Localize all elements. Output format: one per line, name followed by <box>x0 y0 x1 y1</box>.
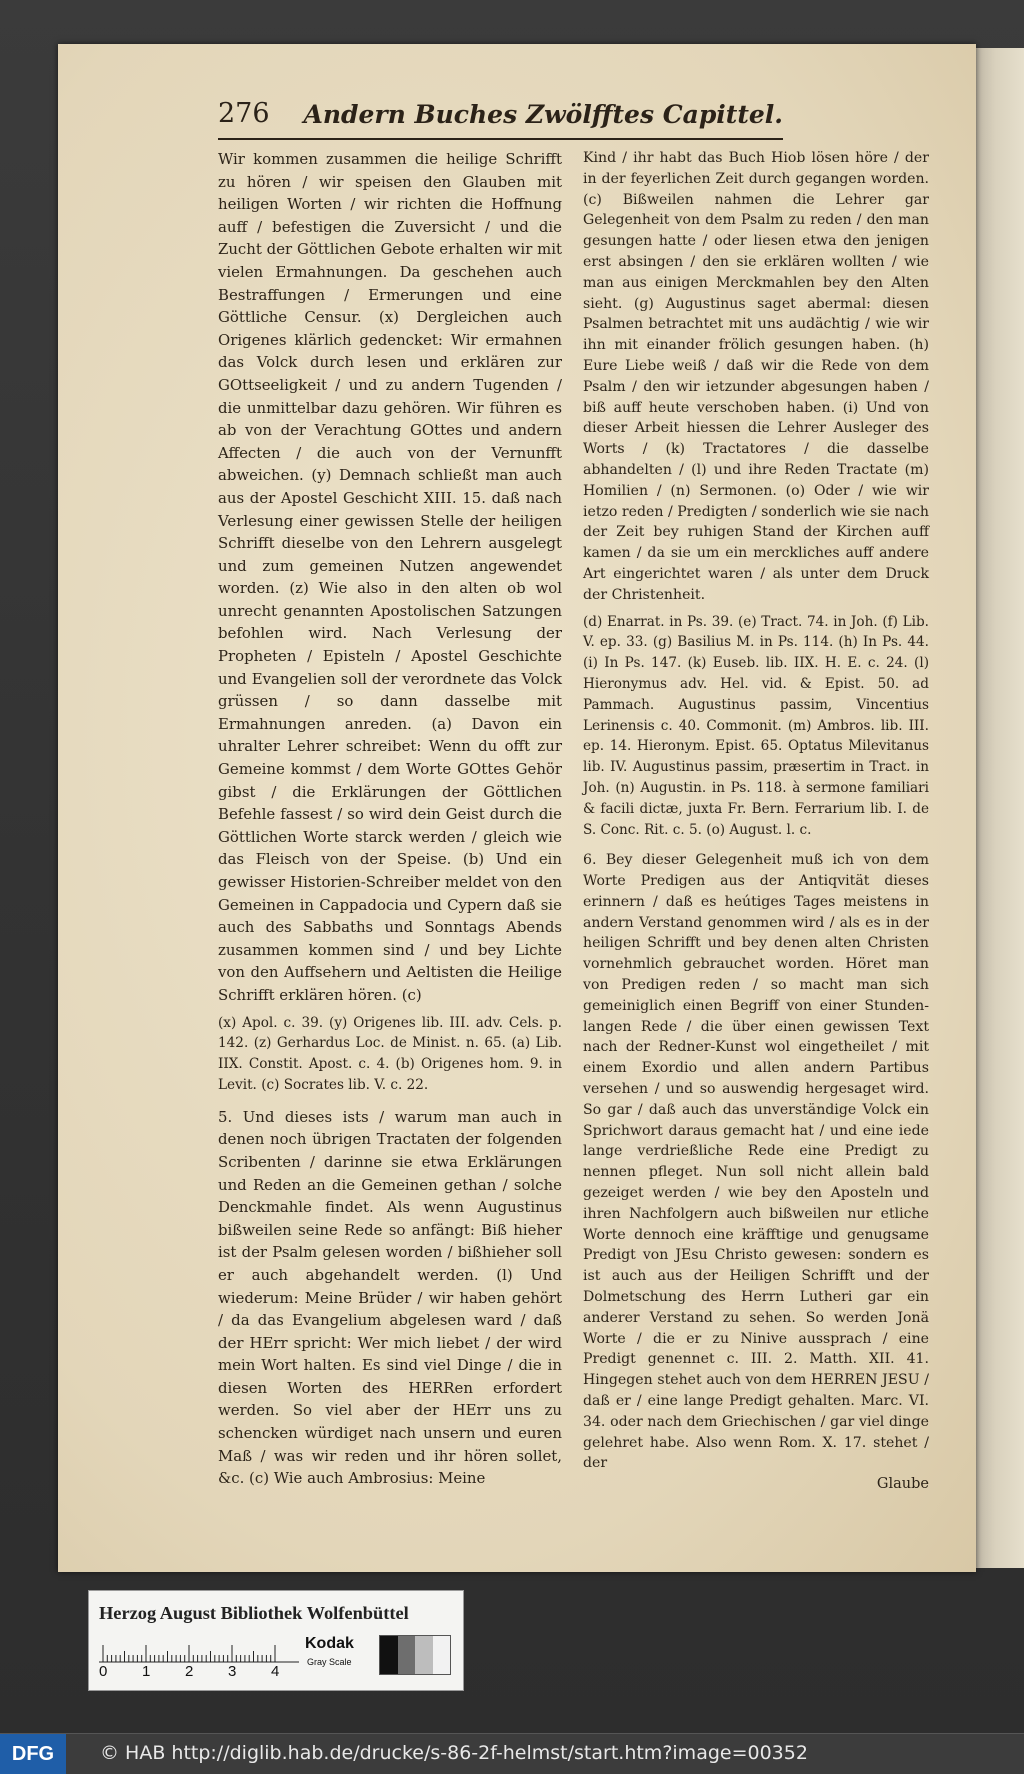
ruler-number: 0 <box>99 1663 108 1680</box>
gray-swatch <box>415 1636 433 1674</box>
ruler-number: 4 <box>271 1663 280 1680</box>
gray-swatch <box>433 1636 451 1674</box>
kodak-subtitle: Gray Scale <box>307 1657 352 1667</box>
source-url[interactable]: © HAB http://diglib.hab.de/drucke/s-86-2f-helmst/start.htm?image=00352 <box>100 1742 808 1764</box>
catchword: Glaube <box>876 1476 929 1493</box>
library-color-card <box>88 1590 464 1691</box>
section-5-text: 5. Und dieses ists / warum man auch in denen noch übrigen Tractaten der folgenden Scribenten / darinne sie etwa Erklärungen und Reden an die Gemeinen gethan / solche Denckmahle findet. Als wenn Augustinus bißweilen seine Rede so anfängt: Biß hieher ist der Psalm gelesen worden / bißhieher soll er auch abgehandelt werden. (l) Und wiederum: Meine Brüder / wir haben gehört / da das Evangelium abgelesen ward / daß der HErr spricht: Wer mich liebet / der wird mein Wort halten. Es sind viel Dinge / die in diesen Worten des HERRen erfordert werden. So viel aber der HErr uns zu schencken würdiget nach unsern und euren Maß / was wir reden und ihr hören sollet, &c. (c) Wie auch Ambrosius: Meine <box>218 1107 562 1488</box>
ruler-number: 2 <box>185 1663 194 1680</box>
ruler-numbers <box>99 1663 319 1683</box>
kodak-logo: Kodak <box>305 1635 354 1652</box>
gray-swatch <box>380 1636 398 1674</box>
facing-page-edge <box>976 48 1024 1568</box>
grayscale-strip <box>379 1635 451 1675</box>
right-footnotes: (d) Enarrat. in Ps. 39. (e) Tract. 74. in Joh. (f) Lib. V. ep. 33. (g) Basilius M. in Ps. 114. (h) In Ps. 44. (i) In Ps. 147. (k) Euseb. lib. IIX. H. E. c. 24. (l) Hieronymus adv. Hel. vid. & Epist. 50. ad Pammach. Augustinus passim, Vincentius Lerinensis c. 40. Commonit. (m) Ambros. lib. III. ep. 14. Hieronym. Epist. 65. Optatus Milevitanus lib. IV. Augustinus passim, præsertim in Tract. in Joh. (n) Augustin. in Ps. 118. à sermone familiari & facili dictæ, juxta Fr. Bern. Ferrarium lib. I. de S. Conc. Rit. c. 5. (o) August. l. c. <box>583 613 929 838</box>
kodak-mark <box>305 1635 385 1675</box>
ruler-icon <box>99 1641 299 1663</box>
left-column <box>218 148 562 1490</box>
running-head: Andern Buches Zwölfftes Capittel. <box>303 100 783 129</box>
left-main-text: Wir kommen zusammen die heilige Schrifft zu hören / wir speisen den Glauben mit heiligen Worten / wir richten die Hoffnung auff / befestigen die Zuversicht / und die Zucht der Göttlichen Gebote erhalten wir mit vielen Ermahnungen. Da geschehen auch Bestraffungen / Ermerungen und eine Göttliche Censur. (x) Dergleichen auch Origenes klärlich gedencket: Wir ermahnen das Volck durch lesen und erklären zur GOttseeligkeit / und zu andern Tugenden / die unmittelbar dazu gehören. Wir führen es ab von der Verachtung GOttes und andern Affecten / die auch von der Vernunfft abweichen. (y) Demnach schließt man auch aus der Apostel Geschicht XIII. 15. daß nach Verlesung einer gewissen Stelle der heiligen Schrifft dieselbe von den Lehrern ausgelegt und zum gemeinen Nutzen angewendet worden. (z) Wie also in den alten ob wol unrecht genannten Apostolischen Satzungen befohlen wird. Nach Verlesung der Propheten / Episteln / Apostel Geschichte und Evangelien soll der verordnete das Volck grüssen / so dann dasselbe mit Ermahnungen anreden. (a) Davon ein uhralter Lehrer schreibet: Wenn du offt zur Gemeine kommst / dem Worte GOttes Gehör gibst / die Erklärungen der Göttlichen Befehle fassest / so wird dein Geist durch die Göttlichen Worte starck werden / gleich wie das Fleisch von der Speise. (b) Und ein gewisser Historien-Schreiber meldet von den Gemeinen in Cappadocia und Cypern daß sie auch des Sabbaths und Sonntags Abends zusammen kommen sind / und bey Lichte von den Auffsehern und Aeltisten die Heilige Schrifft erklären hören. (c) <box>218 150 562 1004</box>
ruler-number: 1 <box>142 1663 151 1680</box>
right-main-text: Kind / ihr habt das Buch Hiob lösen höre / der in der feyerlichen Zeit durch gegangen worden. (c) Bißweilen nahmen die Lehrer gar Gelegenheit von dem Psalm zu reden / den man gesungen hatte / oder liesen etwa den jenigen erst absingen / den sie erklären wollten / wie man aus einigen Merckmahlen bey den Alten sieht. (g) Augustinus saget abermal: diesen Psalmen betrachtet mit uns audächtig / wie wir ihn mit einander frölich gesungen haben. (h) Eure Liebe weiß / daß wir die Rede von dem Psalm / den wir ietzunder abgesungen haben / biß auff heute verschoben haben. (i) Und von dieser Arbeit hiessen die Lehrer Ausleger des Worts / (k) Tractatores / die dasselbe abhandelten / (l) und ihre Reden Tractate (m) Homilien / (n) Sermonen. (o) Oder / wie wir ietzo reden / Predigten / sonderlich wie sie nach der Zeit bey ruhigen Stand der Kirchen auff kamen / da sie um ein merckliches auff andere Art eingerichtet waren / als unter dem Druck der Christenheit. <box>583 150 929 603</box>
gray-swatch <box>398 1636 416 1674</box>
ruler-number: 3 <box>228 1663 237 1680</box>
page-header <box>218 98 783 140</box>
dfg-logo[interactable]: DFG <box>0 1734 66 1774</box>
library-name: Herzog August Bibliothek Wolfenbüttel <box>99 1603 409 1623</box>
left-footnotes: (x) Apol. c. 39. (y) Origenes lib. III. adv. Cels. p. 142. (z) Gerhardus Loc. de Minist. n. 65. (a) Lib. IIX. Constit. Apost. c. 4. (b) Origenes hom. 9. in Levit. (c) Socrates lib. V. c. 22. <box>218 1014 562 1093</box>
right-column <box>583 148 929 1492</box>
page-number: 276 <box>218 98 270 129</box>
section-6-text: 6. Bey dieser Gelegenheit muß ich von dem Worte Predigen aus der Antiqvität dieses erinnern / daß es heútiges Tages meistens in andern Verstand genommen wird / als es in der heiligen Schrifft und bey denen alten Christen vornehmlich gebrauchet worden. Höret man von Predigen reden / so macht man sich gemeiniglich einen Begriff von einer Stunden-langen Rede / die über einen gewissen Text nach der Redner-Kunst wol eingetheilet / mit einem Exordio und allen andern Partibus versehen / und so auswendig hergesaget wird. So gar / daß auch das unverständige Volck ein Sprichwort daraus gemacht hat / und eine iede lange verdrießliche Rede eine Predigt zu nennen pfleget. Nun soll nicht allein bald gezeiget werden / wie bey den Aposteln und ihren Nachfolgern auch bißweilen nur etliche Worte dennoch eine kräfftige und genugsame Predigt von JEsu Christo gewesen: sondern es ist auch aus der Heiligen Schrifft und der Dolmetschung des Herrn Lutheri gar ein anderer Verstand zu sehen. So werden Jonä Worte / die er zu Ninive aussprach / eine Predigt genennet c. III. 2. Matth. XII. 41. Hingegen stehet auch von dem HERREN JESU / daß er / eine lange Predigt gehalten. Marc. VI. 34. oder nach dem Griechischen / gar viel dinge gelehret habe. Also wenn Rom. X. 17. stehet / der <box>583 852 929 1472</box>
footer-bar <box>0 1733 1024 1774</box>
